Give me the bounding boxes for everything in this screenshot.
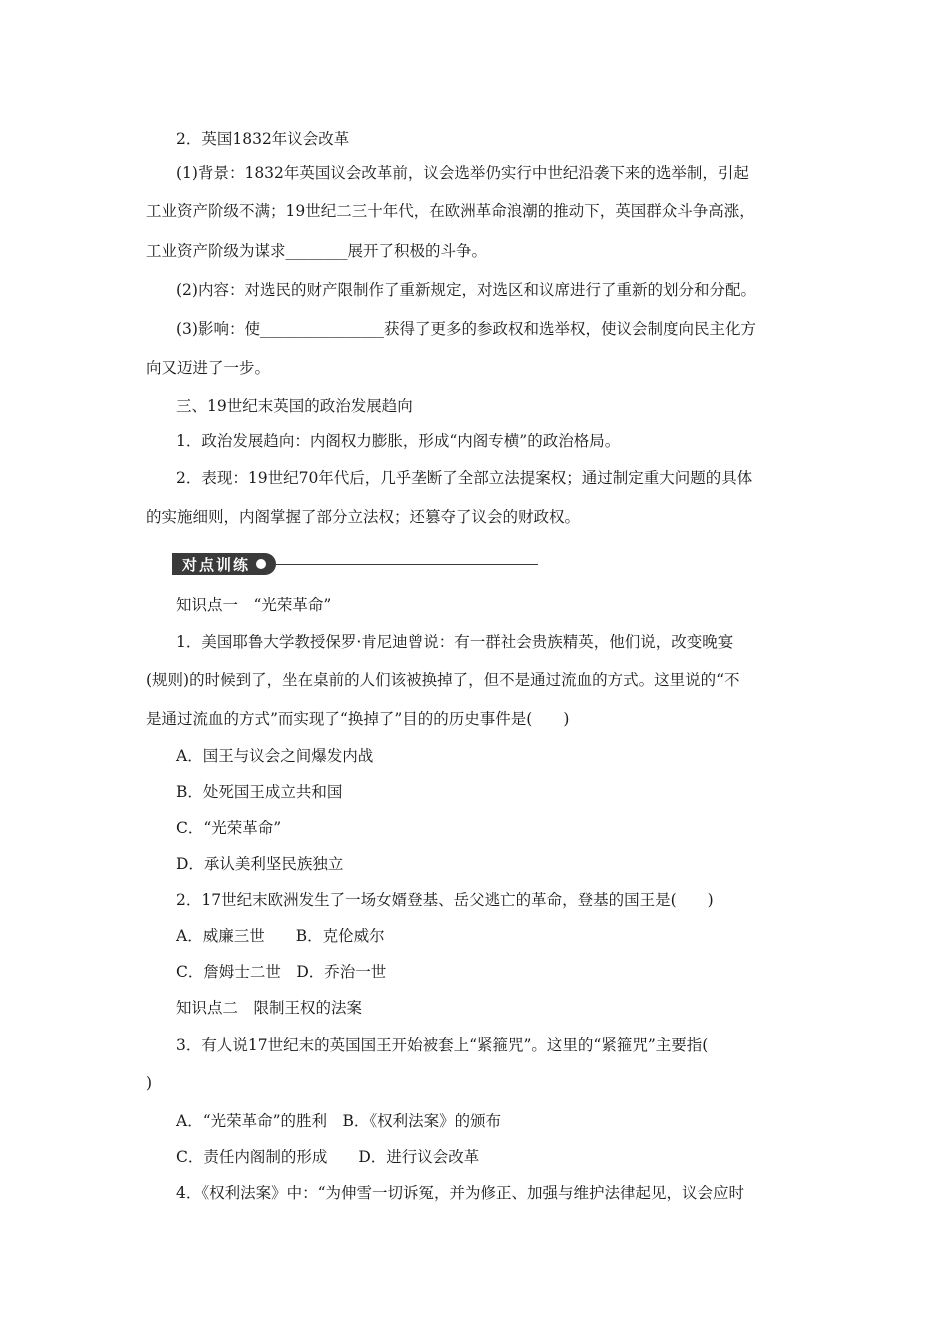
question-1-option-c: C．“光荣革命”: [176, 819, 282, 837]
practice-banner-text: 对点训练: [182, 555, 251, 574]
heading-1832-reform: 2．英国1832年议会改革: [176, 130, 350, 148]
question-1-cont-1: (规则)的时候到了，坐在桌前的人们该被换掉了，但不是通过流血的方式。这里说的“不: [146, 671, 740, 689]
knowledge-point-2: 知识点二 限制王权的法案: [176, 999, 363, 1017]
question-3-cont: ): [146, 1074, 153, 1092]
paragraph-impact: (3)影响：使________________获得了更多的参政权和选举权，使议会制度向民主化方: [176, 320, 756, 338]
practice-banner-label: [172, 553, 276, 575]
paragraph-performance: 2．表现：19世纪70年代后，几乎垄断了全部立法提案权；通过制定重大问题的具体: [176, 469, 753, 487]
question-1-option-b: B．处死国王成立共和国: [176, 783, 343, 801]
heading-section-three: 三、19世纪末英国的政治发展趋向: [176, 397, 413, 415]
question-3: 3．有人说17世纪末的英国国王开始被套上“紧箍咒”。这里的“紧箍咒”主要指(: [176, 1036, 709, 1054]
question-3-options-ab: A．“光荣革命”的胜利 B．《权利法案》的颁布: [176, 1112, 502, 1130]
question-1-option-d: D．承认美利坚民族独立: [176, 855, 344, 873]
bullet-dot-icon: [256, 559, 266, 569]
paragraph-impact-cont: 向又迈进了一步。: [146, 359, 271, 377]
practice-banner: [172, 551, 538, 577]
banner-divider: [276, 564, 538, 565]
question-2: 2．17世纪末欧洲发生了一场女婿登基、岳父逃亡的革命，登基的国王是( ): [176, 891, 714, 909]
knowledge-point-1: 知识点一 “光荣革命”: [176, 596, 332, 614]
paragraph-content: (2)内容：对选民的财产限制作了重新规定，对选区和议席进行了重新的划分和分配。: [176, 281, 756, 299]
paragraph-trend: 1．政治发展趋向：内阁权力膨胀，形成“内阁专横”的政治格局。: [176, 432, 621, 450]
question-1-option-a: A．国王与议会之间爆发内战: [176, 747, 374, 765]
paragraph-performance-cont: 的实施细则，内阁掌握了部分立法权；还篡夺了议会的财政权。: [146, 508, 581, 526]
question-3-options-cd: C．责任内阁制的形成 D．进行议会改革: [176, 1148, 480, 1166]
question-1: 1．美国耶鲁大学教授保罗·肯尼迪曾说：有一群社会贵族精英，他们说，改变晚宴: [176, 633, 734, 651]
question-1-cont-2: 是通过流血的方式”而实现了“换掉了”目的的历史事件是( ): [146, 710, 570, 728]
question-2-options-ab: A．威廉三世 B．克伦威尔: [176, 927, 385, 945]
question-4: 4．《权利法案》中：“为伸雪一切诉冤，并为修正、加强与维护法律起见，议会应时: [176, 1184, 745, 1202]
paragraph-background-cont-2: 工业资产阶级为谋求________展开了积极的斗争。: [146, 242, 488, 260]
question-2-options-cd: C．詹姆士二世 D．乔治一世: [176, 963, 387, 981]
paragraph-background-cont-1: 工业资产阶级不满；19世纪二三十年代，在欧洲革命浪潮的推动下，英国群众斗争高涨，: [146, 202, 755, 220]
paragraph-background: (1)背景：1832年英国议会改革前，议会选举仍实行中世纪沿袭下来的选举制，引起: [176, 164, 749, 182]
